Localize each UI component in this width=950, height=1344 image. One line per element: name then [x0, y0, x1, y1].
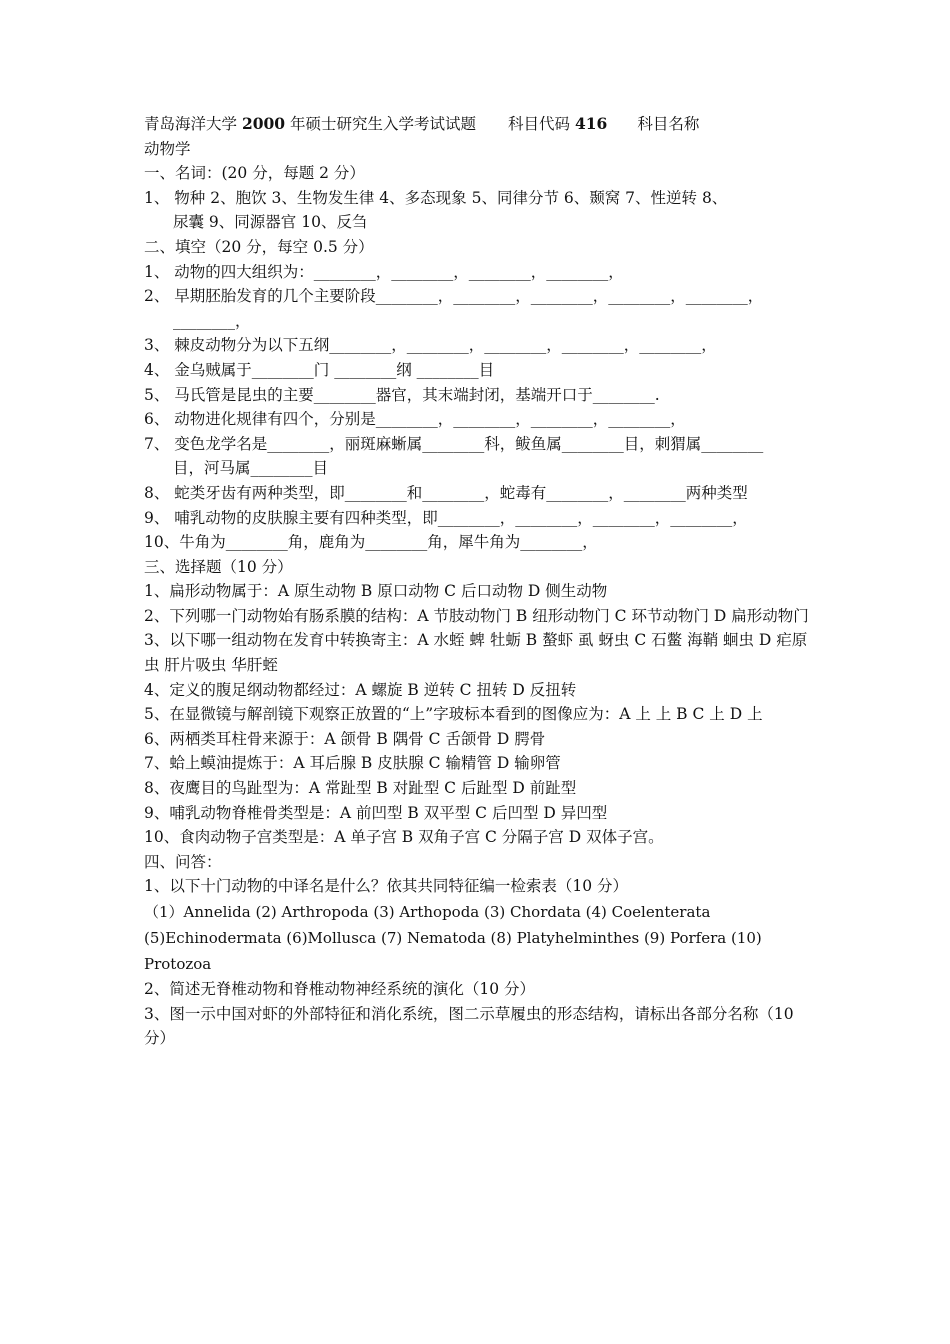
section3-heading: 三、选择题（10 分）: [144, 557, 293, 576]
question-2: 2、简述无脊椎动物和脊椎动物神经系统的演化（10 分）: [144, 980, 536, 998]
choice-item-9: 9、哺乳动物脊椎骨类型是：A 前凹型 B 双平型 C 后凹型 D 异凹型: [144, 803, 608, 822]
question-1-phyla: （1）Annelida (2) Arthropoda (3) Arthopoda (3) Chordata (4) Coelenterata (5)Echinodermata (6)Mollusca (7) Nematoda (8) Platyhelminthes (9) Porfera (10) Protozoa: [144, 903, 762, 973]
fill-item-5: 5、 马氏管是昆虫的主要________器官，其末端封闭，基端开口于________.: [144, 385, 660, 404]
fill-item-2: 2、 早期胚胎发育的几个主要阶段________，________，________，________，________，: [144, 287, 764, 306]
fill-item-7-cont: 目，河马属________目: [173, 459, 329, 478]
choice-item-8: 8、夜鹰目的鸟趾型为：A 常趾型 B 对趾型 C 后趾型 D 前趾型: [144, 779, 577, 798]
university-text: 青岛海洋大学: [144, 115, 242, 133]
fill-item-6: 6、 动物进化规律有四个，分别是________，________，________，________，: [144, 410, 686, 429]
exam-type-text: 年硕士研究生入学考试试题: [285, 115, 477, 133]
section1-line1: 1、 物种 2、胞饮 3、生物发生律 4、多态现象 5、同律分节 6、颞窝 7、性逆转 8、: [144, 188, 728, 207]
exam-year: 2000: [241, 114, 286, 133]
section1-heading: 一、名词：(20 分，每题 2 分）: [144, 164, 365, 183]
fill-item-8: 8、 蛇类牙齿有两种类型，即________和________，蛇毒有________，________两种类型: [144, 483, 748, 502]
choice-item-6: 6、两栖类耳柱骨来源于：A 颌骨 B 隅骨 C 舌颌骨 D 腭骨: [144, 729, 546, 748]
section1-line2: 尿囊 9、同源器官 10、反刍: [173, 213, 368, 232]
exam-title: [144, 112, 810, 137]
choice-item-3: 3、以下哪一组动物在发育中转换寄主：A 水蛭 蜱 牡蛎 B 螯虾 虱 蚜虫 C 石鳖 海鞘 蛔虫 D 疟原虫 肝片吸虫 华肝蛭: [144, 631, 808, 675]
fill-item-2-cont: ________，: [173, 311, 251, 330]
fill-item-9: 9、 哺乳动物的皮肤腺主要有四种类型，即________，________，________，________，: [144, 508, 748, 527]
section2-heading: 二、填空（20 分，每空 0.5 分）: [144, 237, 374, 256]
subject-name-label: 科目名称: [637, 115, 700, 133]
subject-code: 416: [574, 114, 608, 133]
fill-item-4: 4、 金乌贼属于________门 ________纲 ________目: [144, 360, 495, 379]
fill-item-7: 7、 变色龙学名是________，丽斑麻蜥属________科，鲅鱼属________目，刺猬属________: [144, 434, 764, 453]
fill-item-1: 1、 动物的四大组织为：________，________，________，________，: [144, 262, 624, 281]
subject-name: 动物学: [144, 139, 191, 158]
exam-document: [144, 112, 810, 1051]
fill-item-3: 3、 棘皮动物分为以下五纲________，________，________，________，________，: [144, 336, 717, 355]
choice-item-10: 10、食肉动物子宫类型是：A 单子宫 B 双角子宫 C 分隔子宫 D 双体子宫。: [144, 828, 664, 847]
fill-item-10: 10、牛角为________角，鹿角为________角，犀牛角为________，: [144, 533, 598, 552]
question-1: 1、以下十门动物的中译名是什么？依其共同特征编一检索表（10 分）: [144, 877, 629, 896]
choice-item-7: 7、蛤上蟆油提炼于：A 耳后腺 B 皮肤腺 C 输精管 D 输卵管: [144, 754, 561, 773]
choice-item-5: 5、在显微镜与解剖镜下观察正放置的“上”字玻标本看到的图像应为：A 上 上 B C 上 D 上: [144, 705, 763, 724]
choice-item-2: 2、下列哪一门动物始有肠系膜的结构：A 节肢动物门 B 纽形动物门 C 环节动物门 D 扁形动物门: [144, 606, 809, 625]
subject-code-label: 科目代码: [508, 115, 575, 133]
question-3: 3、图一示中国对虾的外部特征和消化系统，图二示草履虫的形态结构，请标出各部分名称（10 分）: [144, 1004, 794, 1048]
choice-item-1: 1、扁形动物属于：A 原生动物 B 原口动物 C 后口动物 D 侧生动物: [144, 582, 608, 601]
choice-item-4: 4、定义的腹足纲动物都经过：A 螺旋 B 逆转 C 扭转 D 反扭转: [144, 680, 577, 699]
section4-heading: 四、问答：: [144, 852, 222, 871]
